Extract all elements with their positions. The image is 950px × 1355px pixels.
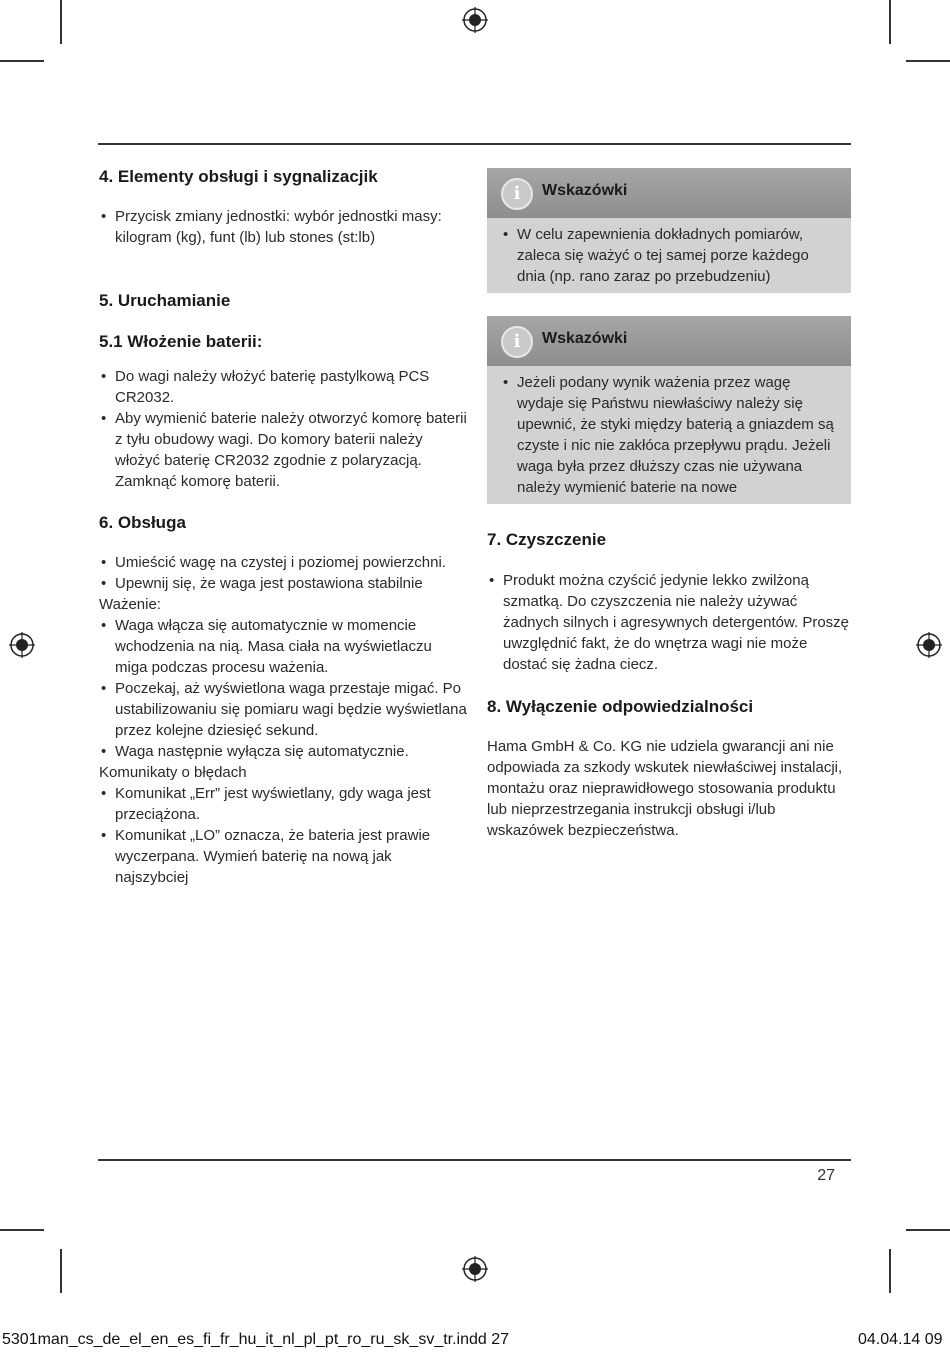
slug-date: 04.04.14 09 (858, 1331, 943, 1348)
list (99, 206, 467, 248)
registration-mark-icon (916, 632, 942, 658)
header-rule (98, 143, 851, 145)
note-text: • W celu zapewnienia dokładnych pomiarów, zaleca się ważyć o tej samej porze każdego dnia (np. rano zaraz po przebudzeniu) (501, 224, 839, 287)
list-item: • Przycisk zmiany jednostki: wybór jednostki masy: kilogram (kg), funt (lb) lub stones (st:lb) (99, 206, 467, 248)
note-box (487, 316, 851, 504)
list-item: • Produkt można czyścić jedynie lekko zwilżoną szmatką. Do czyszczenia nie należy używać żadnych silnych i agresywnych detergentów. Proszę uwzględnić fakt, że do wnętrza wagi nie może dostać się żadna ciecz. (487, 570, 849, 675)
note-box (487, 168, 851, 293)
list-item: • Komunikat „LO” oznacza, że bateria jest prawie wyczerpana. Wymień baterię na nową jak najszybciej (99, 825, 467, 888)
crop-mark (60, 1249, 62, 1293)
crop-mark (906, 60, 950, 62)
section-heading: 4. Elementy obsługi i sygnalizacjik (99, 167, 378, 186)
note-header (487, 316, 851, 366)
list (99, 552, 467, 594)
section-heading: 5.1 Włożenie baterii: (99, 332, 263, 351)
note-header (487, 168, 851, 218)
section-heading: 6. Obsługa (99, 513, 186, 532)
registration-mark-icon (9, 632, 35, 658)
list (99, 366, 467, 492)
slug-filename: 5301man_cs_de_el_en_es_fi_fr_hu_it_nl_pl_pt_ro_ru_sk_sv_tr.indd 27 (2, 1331, 510, 1348)
note-title: Wskazówki (542, 330, 628, 347)
label-errors: Komunikaty o błędach (99, 764, 247, 781)
left-column (99, 166, 467, 888)
note-text: • Jeżeli podany wynik ważenia przez wagę wydaje się Państwu niewłaściwy należy się upewnić, że styki między baterią a gniazdem są czyste i nic nie zakłóca przepływu prądu. Jeżeli waga była przez dłuższy czas nie używana należy wymienić baterie na nowe (501, 372, 839, 498)
label-weighing: Ważenie: (99, 596, 161, 613)
crop-mark (906, 1229, 950, 1231)
crop-mark (889, 1249, 891, 1293)
note-body (487, 366, 851, 504)
list-item: • Umieścić wagę na czystej i poziomej powierzchni. (99, 552, 467, 573)
crop-mark (889, 0, 891, 44)
note-title: Wskazówki (542, 182, 628, 199)
registration-mark-icon (462, 7, 488, 33)
crop-mark (0, 1229, 44, 1231)
list-item: • Komunikat „Err” jest wyświetlany, gdy waga jest przeciążona. (99, 783, 467, 825)
list (99, 615, 467, 762)
list-item: • Upewnij się, że waga jest postawiona stabilnie (99, 573, 467, 594)
list-item: • Waga następnie wyłącza się automatycznie. (99, 741, 467, 762)
crop-mark (60, 0, 62, 44)
registration-mark-icon (462, 1256, 488, 1282)
crop-mark (0, 60, 44, 62)
disclaimer-text: Hama GmbH & Co. KG nie udziela gwarancji ani nie odpowiada za szkody wskutek niewłaściwej instalacji, montażu oraz nieprawidłowego stosowania produktu lub nieprzestrzegania instrukcji obsługi i/lub wskazówek bezpieczeństwa. (487, 738, 843, 839)
list (487, 570, 849, 675)
list-item: • Poczekaj, aż wyświetlona waga przestaje migać. Po ustabilizowaniu się pomiaru wagi będzie wyświetlana przez kolejne dziesięć sekund. (99, 678, 467, 741)
list-item: • Waga włącza się automatycznie w momencie wchodzenia na nią. Masa ciała na wyświetlaczu miga podczas procesu ważenia. (99, 615, 467, 678)
list-item: • Aby wymienić baterie należy otworzyć komorę baterii z tyłu obudowy wagi. Do komory baterii należy włożyć baterię CR2032 zgodnie z polaryzacją. Zamknąć komorę baterii. (99, 408, 467, 492)
footer-rule (98, 1159, 851, 1161)
list (99, 783, 467, 888)
section-heading: 8. Wyłączenie odpowiedzialności (487, 697, 754, 716)
section-heading: 5. Uruchamianie (99, 291, 231, 310)
info-icon: i (501, 178, 533, 210)
note-body (487, 218, 851, 293)
right-column (487, 529, 849, 841)
section-heading: 7. Czyszczenie (487, 530, 607, 549)
info-icon: i (501, 326, 533, 358)
page-number: 27 (817, 1167, 835, 1184)
list-item: • Do wagi należy włożyć baterię pastylkową PCS CR2032. (99, 366, 467, 408)
